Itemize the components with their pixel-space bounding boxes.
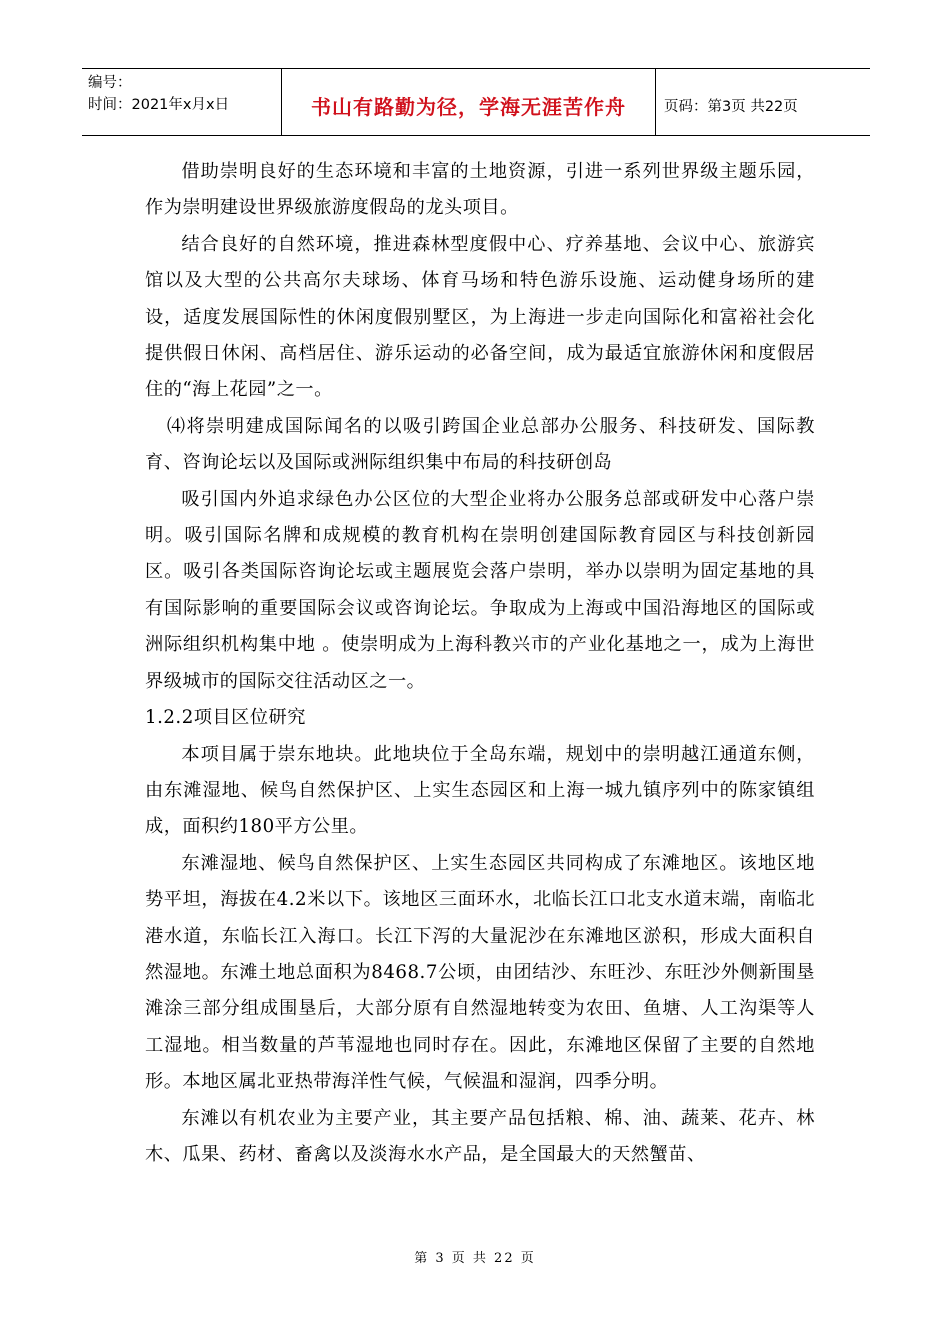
page-header (82, 68, 870, 136)
header-motto: 书山有路勤为径，学海无涯苦作舟 (282, 69, 656, 135)
paragraph: 东滩以有机农业为主要产业，其主要产品包括粮、棉、油、蔬莱、花卉、林木、瓜果、药材、畜禽以及淡海水水产品，是全国最大的天然蟹苗、 (145, 1107, 815, 1165)
page-footer: 第 3 页 共 22 页 (414, 1251, 536, 1266)
serial-number-label: 编号： (88, 75, 132, 91)
paragraph: 吸引国内外追求绿色办公区位的大型企业将办公服务总部或研发中心落户崇明。吸引国际名牌和成规模的教育机构在崇明创建国际教育园区与科技创新园区。吸引各类国际咨询论坛或主题展览会落户崇明，举办以崇明为固定基地的具有国际影响的重要国际会议或咨询论坛。争取成为上海或中国沿海地区的国际或洲际组织机构集中地 。使崇明成为上海科教兴市的产业化基地之一，成为上海世界级城市的国际交往活动区之一。 (145, 488, 815, 692)
paragraph: 借助崇明良好的生态环境和丰富的土地资源，引进一系列世界级主题乐园，作为崇明建设世界级旅游度假岛的龙头项目。 (145, 161, 815, 219)
section-heading: ⑷将崇明建成国际闻名的以吸引跨国企业总部办公服务、科技研发、国际教育、咨询论坛以及国际或洲际组织集中布局的科技研创岛 (145, 415, 815, 474)
header-page-info: 页码：第3页 共22页 (664, 98, 798, 115)
paragraph: 本项目属于崇东地块。此地块位于全岛东端，规划中的崇明越江通道东侧，由东滩湿地、候鸟自然保护区、上实生态园区和上海一城九镇序列中的陈家镇组成，面积约180平方公里。 (145, 743, 815, 838)
date-label: 时间：2021年x月x日 (88, 97, 230, 113)
subsection-heading: 1.2.2项目区位研究 (145, 707, 306, 729)
document-body (145, 154, 815, 1173)
header-meta (82, 69, 282, 135)
paragraph: 东滩湿地、候鸟自然保护区、上实生态园区共同构成了东滩地区。该地区地势平坦，海拔在4.2米以下。该地区三面环水，北临长江口北支水道末端，南临北港水道，东临长江入海口。长江下泻的大量泥沙在东滩地区淤积，形成大面积自然湿地。东滩土地总面积为8468.7公顷，由团结沙、东旺沙、东旺沙外侧新围垦滩涂三部分组成围垦后，大部分原有自然湿地转变为农田、鱼塘、人工沟渠等人工湿地。相当数量的芦苇湿地也同时存在。因此，东滩地区保留了主要的自然地形。本地区属北亚热带海洋性气候，气候温和湿润，四季分明。 (145, 852, 815, 1093)
paragraph: 结合良好的自然环境，推进森林型度假中心、疗养基地、会议中心、旅游宾馆以及大型的公共高尔夫球场、体育马场和特色游乐设施、运动健身场所的建设，适度发展国际性的休闲度假别墅区，为上海进一步走向国际化和富裕社会化提供假日休闲、高档居住、游乐运动的必备空间，成为最适宜旅游休闲和度假居住的“海上花园”之一。 (145, 233, 815, 401)
